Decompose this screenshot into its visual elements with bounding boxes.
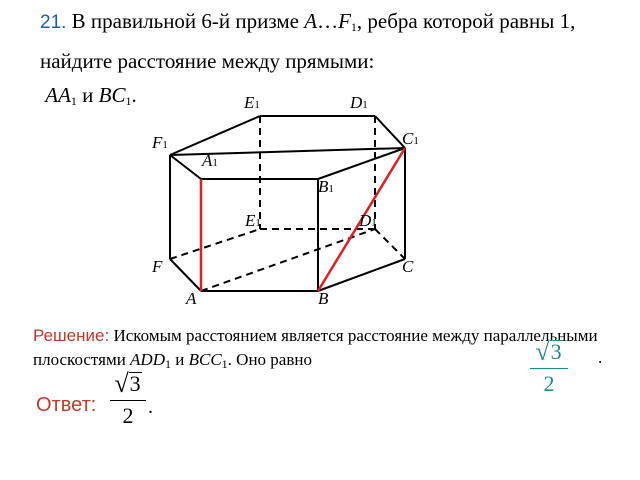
answer-numerator: 3 <box>129 371 141 396</box>
solution-label: Решение: <box>33 326 110 345</box>
sub-1: 1 <box>165 357 171 371</box>
plane-add1: ADD <box>130 350 165 369</box>
vertex-label-b1: B1 <box>318 177 334 196</box>
result-numerator: 3 <box>550 339 562 364</box>
vertex-label-e1: E1 <box>244 93 260 112</box>
vertex-label-a: A <box>186 289 197 308</box>
problem-text-1: В правильной 6-й призме <box>66 9 305 33</box>
line-bc1: BC <box>98 83 126 107</box>
vertex-label-f1: F1 <box>152 133 168 152</box>
problem-text-4: . <box>131 83 137 107</box>
solution-text-3: . Оно равно <box>227 350 312 369</box>
edge-b1-c1 <box>318 148 405 179</box>
solution-period: . <box>598 348 603 367</box>
var-f: F <box>338 9 351 33</box>
sub-1: 1 <box>221 357 228 371</box>
edge-d-c-hidden <box>375 229 405 259</box>
vertex-label-d1: D1 <box>350 93 368 112</box>
vertex-label-c: C <box>402 257 414 276</box>
vertex-label-e: E1 <box>245 211 261 230</box>
solution-text-2: и <box>171 350 189 369</box>
edge-f1-a1 <box>170 155 201 179</box>
answer-sqrt: √ 3 <box>114 369 141 398</box>
result-denominator: 2 <box>543 371 555 396</box>
sub-1: 1 <box>70 94 77 108</box>
ellipsis: … <box>317 9 339 33</box>
problem-text-2: , ребра которой равны 1, найдите расстояние между прямыми: <box>40 9 576 73</box>
answer-fraction <box>108 369 148 429</box>
vertex-label-b: B <box>318 289 329 308</box>
edge-f-a <box>170 259 201 291</box>
answer-denominator: 2 <box>122 403 134 428</box>
prism-diagram <box>140 88 440 320</box>
line-aa1: AA <box>45 83 71 107</box>
problem-number: 21. <box>40 12 67 33</box>
vertex-label-a1: A1 <box>202 151 218 170</box>
var-a: A <box>304 9 318 33</box>
vertex-label-c1: C1 <box>402 129 419 148</box>
answer-period: . <box>148 396 153 418</box>
plane-bcc1: BCC <box>188 350 222 369</box>
edge-b-c <box>318 259 405 291</box>
vertex-label-f: F <box>152 257 163 276</box>
vertex-label-d: D1 <box>359 211 377 230</box>
result-sqrt: √ 3 <box>535 337 562 366</box>
sub-1: 1 <box>350 20 357 34</box>
edge-f1-e1 <box>170 116 260 155</box>
sub-1: 1 <box>125 94 132 108</box>
edge-f-e-hidden <box>170 229 260 259</box>
problem-text-3: и <box>76 83 99 107</box>
solution-text-1: Искомым расстоянием является расстояние между параллельными плоскостями <box>33 326 598 369</box>
answer-label: Ответ: <box>36 394 97 416</box>
edge-d1-c1 <box>375 116 405 148</box>
result-fraction <box>528 337 570 397</box>
